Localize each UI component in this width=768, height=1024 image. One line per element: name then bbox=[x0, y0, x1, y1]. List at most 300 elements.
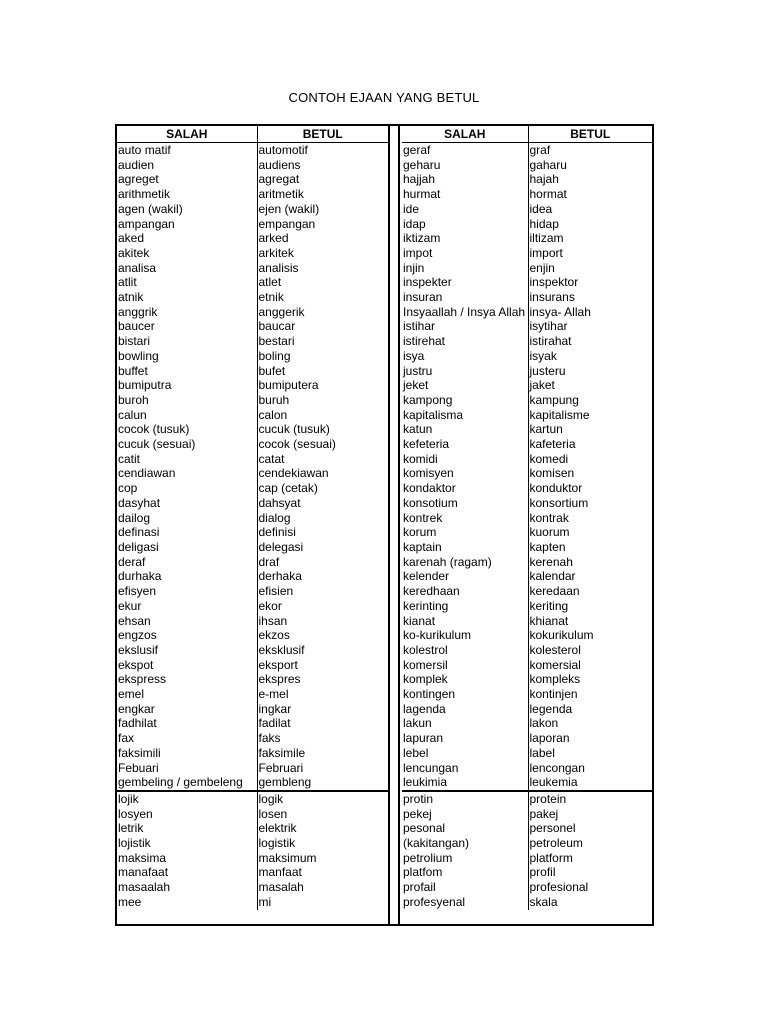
cell-betul: konduktor bbox=[529, 481, 583, 496]
table-row bbox=[402, 687, 652, 702]
table-row bbox=[117, 261, 388, 276]
cell-salah: baucer bbox=[117, 319, 257, 334]
header-row bbox=[117, 126, 388, 143]
cell-salah: ide bbox=[402, 202, 528, 217]
cell-betul: graf bbox=[529, 143, 551, 157]
table-row bbox=[117, 231, 388, 246]
page-title: CONTOH EJAAN YANG BETUL bbox=[288, 90, 480, 105]
cell-salah: hajjah bbox=[402, 172, 528, 187]
cell-salah: katun bbox=[402, 422, 528, 437]
cell-betul: arked bbox=[258, 231, 289, 246]
cell-betul: maksimum bbox=[258, 850, 317, 865]
table-row bbox=[402, 761, 652, 776]
cell-betul: masalah bbox=[258, 880, 304, 895]
cell-betul: cap (cetak) bbox=[258, 481, 318, 496]
cell-salah: buroh bbox=[117, 393, 257, 408]
cell-salah: bowling bbox=[117, 349, 257, 364]
cell-salah: kolestrol bbox=[402, 643, 528, 658]
table-row bbox=[117, 851, 388, 866]
cell-salah: isya bbox=[402, 349, 528, 364]
table-row bbox=[117, 349, 388, 364]
cell-salah: dailog bbox=[117, 511, 257, 526]
table-row bbox=[402, 496, 652, 511]
cell-betul: enjin bbox=[529, 260, 555, 275]
table-row bbox=[402, 599, 652, 614]
header-salah: SALAH bbox=[117, 126, 257, 143]
cell-salah: manafaat bbox=[117, 865, 257, 880]
cell-betul: ejen (wakil) bbox=[258, 201, 320, 216]
table-row bbox=[117, 643, 388, 658]
cell-betul: dialog bbox=[258, 510, 291, 525]
cell-salah: atnik bbox=[117, 290, 257, 305]
cell-salah: profesyenal bbox=[402, 895, 528, 910]
table-row bbox=[402, 540, 652, 555]
table-row bbox=[117, 378, 388, 393]
table-row bbox=[402, 672, 652, 687]
cell-salah: kerinting bbox=[402, 599, 528, 614]
cell-betul: ingkar bbox=[258, 701, 292, 716]
cell-salah: injin bbox=[402, 261, 528, 276]
table-row bbox=[402, 836, 652, 851]
table-row bbox=[117, 672, 388, 687]
table-row bbox=[117, 746, 388, 761]
cell-betul: Februari bbox=[258, 760, 304, 775]
table-row bbox=[402, 628, 652, 643]
cell-salah: durhaka bbox=[117, 569, 257, 584]
table-row bbox=[402, 305, 652, 320]
cell-salah: kianat bbox=[402, 614, 528, 629]
cell-salah: cendiawan bbox=[117, 466, 257, 481]
table-row bbox=[117, 880, 388, 895]
cell-betul: delegasi bbox=[258, 539, 304, 554]
table-row bbox=[402, 202, 652, 217]
left-table bbox=[117, 126, 388, 910]
cell-betul: kerenah bbox=[529, 554, 573, 569]
cell-salah: lencungan bbox=[402, 761, 528, 776]
table-row bbox=[402, 791, 652, 807]
cell-salah: ekur bbox=[117, 599, 257, 614]
cell-salah: komplek bbox=[402, 672, 528, 687]
cell-betul: pakej bbox=[529, 806, 559, 821]
table-row bbox=[402, 895, 652, 910]
table-row bbox=[402, 158, 652, 173]
cell-betul: dahsyat bbox=[258, 495, 301, 510]
cell-salah: mee bbox=[117, 895, 257, 910]
cell-salah: jeket bbox=[402, 378, 528, 393]
table-row bbox=[402, 217, 652, 232]
cell-salah: keredhaan bbox=[402, 584, 528, 599]
table-row bbox=[117, 584, 388, 599]
table-row bbox=[117, 408, 388, 423]
cell-salah: Febuari bbox=[117, 761, 257, 776]
cell-betul: bufet bbox=[258, 363, 286, 378]
cell-betul: losen bbox=[258, 806, 288, 821]
cell-betul: justeru bbox=[529, 363, 566, 378]
cell-salah: geharu bbox=[402, 158, 528, 173]
cell-salah: lapuran bbox=[402, 731, 528, 746]
cell-salah: engzos bbox=[117, 628, 257, 643]
cell-betul: mi bbox=[258, 894, 272, 909]
cell-betul: laporan bbox=[529, 731, 570, 746]
cell-salah: profail bbox=[402, 880, 528, 895]
table-row bbox=[402, 349, 652, 364]
cell-betul: efisien bbox=[258, 584, 294, 599]
cell-betul: komersial bbox=[529, 657, 581, 672]
table-row bbox=[117, 716, 388, 731]
cell-salah: komersil bbox=[402, 658, 528, 673]
cell-betul: buruh bbox=[258, 392, 290, 407]
table-row bbox=[402, 851, 652, 866]
cell-salah: lakun bbox=[402, 716, 528, 731]
cell-salah: lojistik bbox=[117, 836, 257, 851]
table-row bbox=[402, 775, 652, 791]
cell-betul: kapitalisme bbox=[529, 407, 590, 422]
cell-salah: konsotium bbox=[402, 496, 528, 511]
cell-salah: deraf bbox=[117, 555, 257, 570]
cell-betul: kokurikulum bbox=[529, 628, 594, 643]
cell-salah: leukimia bbox=[402, 775, 528, 791]
cell-salah: kontingen bbox=[402, 687, 528, 702]
table-row bbox=[117, 658, 388, 673]
cell-betul: konsortium bbox=[529, 495, 589, 510]
cell-salah: istirehat bbox=[402, 334, 528, 349]
cell-betul: cendekiawan bbox=[258, 466, 329, 481]
table-row bbox=[402, 584, 652, 599]
cell-salah: atlit bbox=[117, 275, 257, 290]
cell-betul: logik bbox=[257, 791, 388, 807]
cell-salah: cucuk (sesuai) bbox=[117, 437, 257, 452]
cell-betul: hidap bbox=[529, 216, 559, 231]
cell-betul: bestari bbox=[258, 334, 295, 349]
table-row bbox=[402, 481, 652, 496]
table-row bbox=[117, 364, 388, 379]
cell-betul: bumiputera bbox=[258, 378, 319, 393]
cell-salah: istihar bbox=[402, 319, 528, 334]
table-row bbox=[117, 702, 388, 717]
cell-salah: efisyen bbox=[117, 584, 257, 599]
cell-salah: bumiputra bbox=[117, 378, 257, 393]
table-row bbox=[117, 481, 388, 496]
cell-betul: manfaat bbox=[258, 865, 302, 880]
cell-salah: kaptain bbox=[402, 540, 528, 555]
cell-betul: komedi bbox=[529, 451, 569, 466]
cell-salah: analisa bbox=[117, 261, 257, 276]
cell-salah: aked bbox=[117, 231, 257, 246]
cell-salah: insuran bbox=[402, 290, 528, 305]
cell-betul: ihsan bbox=[258, 613, 288, 628]
cell-salah: iktizam bbox=[402, 231, 528, 246]
spelling-table bbox=[115, 124, 654, 926]
cell-salah: agen (wakil) bbox=[117, 202, 257, 217]
cell-salah: karenah (ragam) bbox=[402, 555, 528, 570]
header-betul: BETUL bbox=[257, 126, 388, 143]
cell-betul: aritmetik bbox=[258, 187, 304, 202]
table-row bbox=[402, 716, 652, 731]
table-row bbox=[402, 702, 652, 717]
table-row bbox=[117, 807, 388, 822]
cell-betul: komisen bbox=[529, 466, 575, 481]
table-row bbox=[402, 172, 652, 187]
cell-betul: keredaan bbox=[529, 584, 580, 599]
cell-betul: ekor bbox=[258, 598, 282, 613]
cell-betul: kampung bbox=[529, 392, 579, 407]
table-row bbox=[117, 334, 388, 349]
cell-betul: anggerik bbox=[258, 304, 305, 319]
cell-salah: lagenda bbox=[402, 702, 528, 717]
cell-betul: profesional bbox=[529, 880, 589, 895]
table-row bbox=[402, 643, 652, 658]
cell-betul: lakon bbox=[529, 716, 559, 731]
table-row bbox=[402, 614, 652, 629]
cell-salah: gembeling / gembeleng bbox=[117, 775, 257, 791]
table-row bbox=[402, 525, 652, 540]
cell-betul: kapten bbox=[529, 539, 566, 554]
table-row bbox=[402, 378, 652, 393]
cell-salah: idap bbox=[402, 217, 528, 232]
table-row bbox=[117, 614, 388, 629]
cell-betul: kuorum bbox=[529, 525, 570, 540]
cell-salah: agreget bbox=[117, 172, 257, 187]
table-row bbox=[117, 319, 388, 334]
cell-betul: ekzos bbox=[258, 628, 290, 643]
cell-salah: ko-kurikulum bbox=[402, 628, 528, 643]
cell-salah: cop bbox=[117, 481, 257, 496]
table-row bbox=[402, 807, 652, 822]
cell-salah: audien bbox=[117, 158, 257, 173]
table-row bbox=[402, 143, 652, 158]
cell-betul: audiens bbox=[258, 157, 301, 172]
table-row bbox=[402, 821, 652, 836]
table-row bbox=[117, 569, 388, 584]
cell-salah: definasi bbox=[117, 525, 257, 540]
table-row bbox=[117, 305, 388, 320]
cell-betul: istirahat bbox=[529, 334, 572, 349]
cell-salah: ampangan bbox=[117, 217, 257, 232]
cell-betul: petroleum bbox=[529, 836, 583, 851]
cell-betul: protein bbox=[528, 791, 652, 807]
table-row bbox=[402, 364, 652, 379]
table-row bbox=[402, 511, 652, 526]
table-row bbox=[402, 865, 652, 880]
cell-salah: masaalah bbox=[117, 880, 257, 895]
table-row bbox=[117, 775, 388, 791]
cell-betul: empangan bbox=[258, 216, 316, 231]
cell-betul: catat bbox=[258, 451, 285, 466]
cell-salah: bistari bbox=[117, 334, 257, 349]
cell-betul: hormat bbox=[529, 187, 567, 202]
table-row bbox=[117, 731, 388, 746]
table-row bbox=[117, 511, 388, 526]
cell-salah: kelender bbox=[402, 569, 528, 584]
table-row bbox=[117, 158, 388, 173]
table-row bbox=[402, 422, 652, 437]
cell-betul: platform bbox=[529, 850, 573, 865]
cell-salah: impot bbox=[402, 246, 528, 261]
cell-betul: gembleng bbox=[258, 775, 312, 790]
cell-betul: eksport bbox=[258, 657, 298, 672]
cell-salah: justru bbox=[402, 364, 528, 379]
cell-salah: kondaktor bbox=[402, 481, 528, 496]
cell-salah: ekspot bbox=[117, 658, 257, 673]
cell-salah: cocok (tusuk) bbox=[117, 422, 257, 437]
table-row bbox=[402, 275, 652, 290]
table-row bbox=[402, 746, 652, 761]
table-row bbox=[117, 275, 388, 290]
table-row bbox=[117, 496, 388, 511]
table-row bbox=[117, 525, 388, 540]
cell-betul: isyak bbox=[529, 348, 557, 363]
table-row bbox=[117, 540, 388, 555]
cell-salah: petrolium bbox=[402, 851, 528, 866]
table-row bbox=[117, 187, 388, 202]
table-row bbox=[117, 836, 388, 851]
cell-betul: kalendar bbox=[529, 569, 576, 584]
table-row bbox=[117, 202, 388, 217]
cell-salah: fadhilat bbox=[117, 716, 257, 731]
cell-betul: kafeteria bbox=[529, 437, 576, 452]
cell-salah: catit bbox=[117, 452, 257, 467]
cell-salah: kontrek bbox=[402, 511, 528, 526]
cell-salah: ekspress bbox=[117, 672, 257, 687]
table-row bbox=[117, 895, 388, 910]
cell-betul: kompleks bbox=[529, 672, 581, 687]
right-table bbox=[402, 126, 652, 910]
table-row bbox=[402, 246, 652, 261]
cell-salah: ekslusif bbox=[117, 643, 257, 658]
cell-betul: hajah bbox=[529, 172, 559, 187]
cell-betul: agregat bbox=[258, 172, 300, 187]
table-row bbox=[117, 599, 388, 614]
cell-salah: geraf bbox=[402, 143, 528, 158]
cell-salah: hurmat bbox=[402, 187, 528, 202]
cell-betul: atlet bbox=[258, 275, 282, 290]
table-row bbox=[402, 408, 652, 423]
cell-betul: draf bbox=[258, 554, 280, 569]
cell-betul: kolesterol bbox=[529, 642, 581, 657]
cell-betul: cucuk (tusuk) bbox=[258, 422, 330, 437]
cell-salah: Insyaallah / Insya Allah bbox=[402, 305, 528, 320]
cell-salah: lebel bbox=[402, 746, 528, 761]
cell-salah: platfom bbox=[402, 865, 528, 880]
cell-salah: dasyhat bbox=[117, 496, 257, 511]
cell-salah: (kakitangan) bbox=[402, 836, 528, 851]
cell-betul: kartun bbox=[529, 422, 563, 437]
table-row bbox=[117, 466, 388, 481]
cell-betul: arkitek bbox=[258, 245, 294, 260]
table-row bbox=[117, 821, 388, 836]
table-row bbox=[402, 231, 652, 246]
table-row bbox=[402, 555, 652, 570]
column-gap bbox=[388, 126, 400, 924]
cell-betul: fadilat bbox=[258, 716, 291, 731]
cell-betul: cocok (sesuai) bbox=[258, 437, 336, 452]
cell-betul: etnik bbox=[258, 290, 284, 305]
cell-betul: analisis bbox=[258, 260, 299, 275]
table-row bbox=[117, 555, 388, 570]
cell-betul: baucar bbox=[258, 319, 296, 334]
cell-betul: kontrak bbox=[529, 510, 569, 525]
table-row bbox=[117, 393, 388, 408]
table-row bbox=[117, 628, 388, 643]
cell-betul: keriting bbox=[529, 598, 569, 613]
table-row bbox=[117, 172, 388, 187]
cell-betul: gaharu bbox=[529, 157, 567, 172]
table-row bbox=[117, 246, 388, 261]
cell-salah: anggrik bbox=[117, 305, 257, 320]
cell-betul: automotif bbox=[258, 143, 308, 157]
cell-salah: arithmetik bbox=[117, 187, 257, 202]
table-row bbox=[117, 437, 388, 452]
cell-salah: komisyen bbox=[402, 466, 528, 481]
cell-salah: auto matif bbox=[117, 143, 257, 158]
cell-salah: losyen bbox=[117, 807, 257, 822]
cell-salah: emel bbox=[117, 687, 257, 702]
cell-salah: inspekter bbox=[402, 275, 528, 290]
cell-betul: insurans bbox=[529, 290, 575, 305]
table-row bbox=[117, 761, 388, 776]
cell-salah: korum bbox=[402, 525, 528, 540]
cell-betul: ekspres bbox=[258, 672, 301, 687]
cell-salah: letrik bbox=[117, 821, 257, 836]
cell-betul: eksklusif bbox=[258, 642, 305, 657]
table-row bbox=[402, 880, 652, 895]
table-row bbox=[402, 437, 652, 452]
cell-betul: profil bbox=[529, 865, 556, 880]
cell-betul: elektrik bbox=[258, 821, 297, 836]
cell-salah: deligasi bbox=[117, 540, 257, 555]
cell-betul: inspektor bbox=[529, 275, 579, 290]
cell-betul: definisi bbox=[258, 525, 296, 540]
cell-betul: leukemia bbox=[529, 775, 578, 790]
cell-betul: faksimile bbox=[258, 745, 306, 760]
cell-betul: boling bbox=[258, 348, 291, 363]
cell-betul: faks bbox=[258, 731, 281, 746]
cell-salah: faksimili bbox=[117, 746, 257, 761]
cell-betul: kontinjen bbox=[529, 687, 578, 702]
table-row bbox=[402, 393, 652, 408]
table-row bbox=[402, 452, 652, 467]
cell-salah: kefeteria bbox=[402, 437, 528, 452]
table-row bbox=[117, 865, 388, 880]
cell-betul: personel bbox=[529, 821, 576, 836]
cell-salah: protin bbox=[402, 791, 528, 807]
cell-betul: calon bbox=[258, 407, 288, 422]
cell-salah: pesonal bbox=[402, 821, 528, 836]
cell-betul: khianat bbox=[529, 613, 569, 628]
table-row bbox=[117, 687, 388, 702]
table-row bbox=[402, 569, 652, 584]
table-row bbox=[402, 319, 652, 334]
table-row bbox=[117, 422, 388, 437]
table-row bbox=[402, 261, 652, 276]
cell-betul: e-mel bbox=[258, 687, 289, 702]
table-row bbox=[402, 658, 652, 673]
cell-betul: legenda bbox=[529, 701, 573, 716]
cell-betul: derhaka bbox=[258, 569, 302, 584]
table-row bbox=[117, 143, 388, 158]
cell-salah: komidi bbox=[402, 452, 528, 467]
cell-salah: kampong bbox=[402, 393, 528, 408]
table-row bbox=[117, 217, 388, 232]
table-row bbox=[402, 466, 652, 481]
cell-betul: jaket bbox=[529, 378, 555, 393]
cell-salah: lojik bbox=[117, 791, 257, 807]
table-row bbox=[402, 731, 652, 746]
cell-salah: calun bbox=[117, 408, 257, 423]
header-salah: SALAH bbox=[402, 126, 528, 143]
cell-salah: akitek bbox=[117, 246, 257, 261]
cell-salah: buffet bbox=[117, 364, 257, 379]
